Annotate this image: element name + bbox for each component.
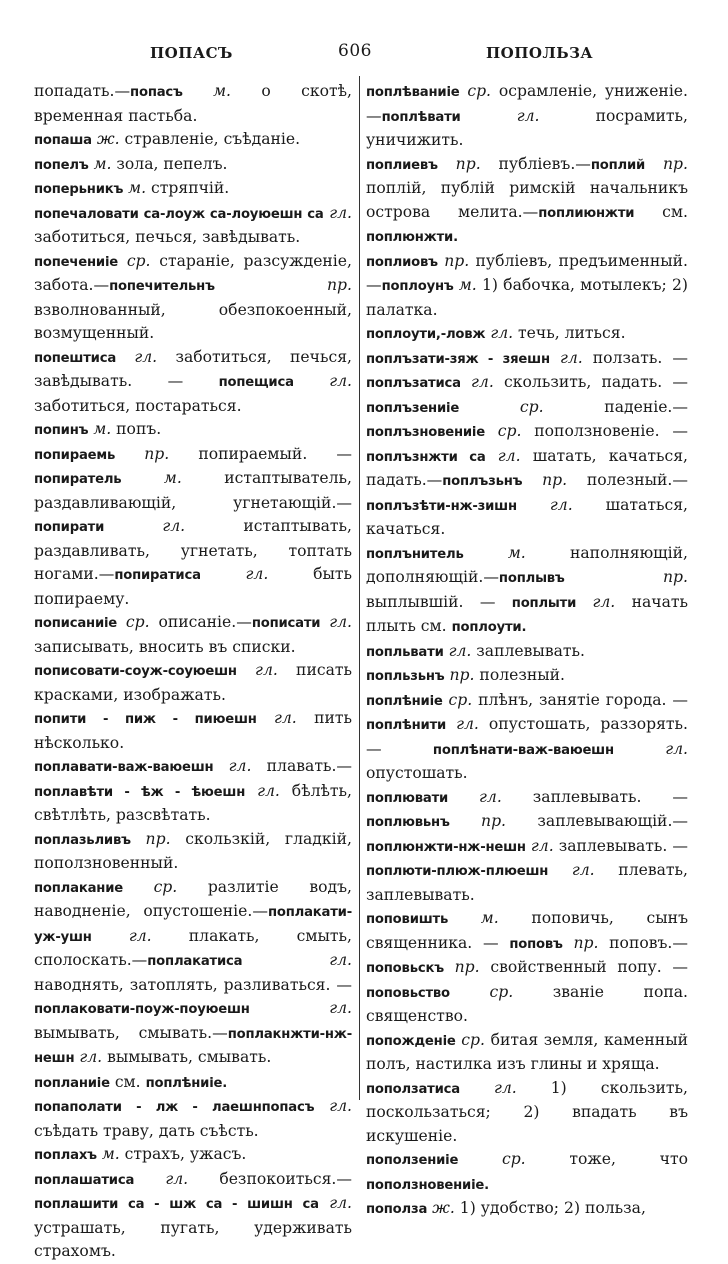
headword: попираемь	[34, 447, 116, 463]
grammar-label: ср.	[455, 1030, 485, 1049]
dictionary-entry	[366, 1029, 688, 1077]
dictionary-entry	[366, 640, 688, 665]
dictionary-entry	[366, 153, 688, 250]
dictionary-entry	[34, 80, 352, 128]
dictionary-entry	[34, 346, 352, 419]
grammar-label: пр.	[130, 829, 171, 848]
definition-text: опустошать, раззорять. —	[366, 715, 688, 758]
dictionary-entry	[34, 1168, 352, 1264]
definition-text: истаптыватель, раздавливающій, угнетающій.—	[34, 469, 352, 512]
header-left-guide-word: ПОПАСЪ	[150, 44, 233, 62]
grammar-label: гл.	[323, 203, 352, 222]
grammar-label: гл.	[613, 739, 688, 758]
grammar-label: пр.	[214, 276, 352, 294]
grammar-label: гл.	[249, 999, 352, 1017]
definition-text: паденіе.—	[543, 397, 688, 416]
dictionary-entry	[366, 322, 688, 347]
headword: поплънитель	[366, 546, 464, 562]
dictionary-entry	[366, 1077, 688, 1149]
headword: поплъзениіе	[366, 400, 460, 416]
dictionary-entry	[34, 1143, 352, 1168]
headword: поплѣвати	[381, 109, 461, 125]
definition-text: выплывшій. —	[366, 592, 512, 611]
grammar-label: пр.	[449, 812, 507, 830]
definition-text: свойственный попу. —	[479, 958, 688, 976]
headword: попечениіе	[34, 254, 119, 270]
definition-text: ползать. —	[582, 348, 688, 367]
grammar-label: гл.	[516, 495, 573, 514]
definition-text: начать плыть см.	[366, 592, 688, 635]
definition-text: бѣлѣть, свѣтлѣть, разсвѣтать.	[34, 781, 352, 824]
page-number: 606	[338, 41, 372, 61]
definition-text: стряпчій.	[146, 179, 230, 197]
grammar-label: гл.	[485, 446, 521, 465]
grammar-label: гл.	[525, 836, 554, 855]
headword: попаполати - лж - лаешнпопасъ	[34, 1100, 315, 1115]
definition-text: плевать, заплевывать.	[366, 861, 688, 904]
grammar-label: пр.	[522, 471, 568, 489]
headword: поплѣниіе	[366, 693, 443, 709]
grammar-label: м.	[453, 276, 477, 294]
definition-text: скользить, падать. —	[493, 373, 688, 391]
definition-text: полезный.	[474, 666, 566, 684]
definition-text: попираемый. —	[169, 444, 352, 463]
headword: поплоути,-ловж	[366, 327, 486, 342]
dictionary-entry	[34, 177, 352, 202]
headword: поповишть	[366, 912, 449, 927]
definition-text: скользкій, гладкій, поползновенный.	[34, 829, 352, 872]
headword: поплюти-плюж-плюешн	[366, 864, 549, 879]
grammar-label: гл.	[236, 661, 278, 679]
running-header	[0, 41, 728, 68]
headword: поплъзнжти са	[366, 449, 486, 465]
definition-text: устрашать, пугать, удерживать страхомъ.	[34, 1218, 352, 1260]
headword: поплашити са - шж са - шишн са	[34, 1197, 319, 1212]
grammar-label: гл.	[242, 951, 352, 969]
dictionary-entry	[34, 443, 352, 612]
grammar-label: пр.	[443, 958, 480, 976]
headword: поплавѣти - ѣж - ѣюешн	[34, 784, 246, 800]
definition-text: безпокоиться.—	[188, 1169, 352, 1188]
definition-text: съѣдать траву, дать съѣсть.	[34, 1121, 259, 1140]
grammar-label: м.	[88, 154, 112, 173]
header-right-guide-word: ПОПОЛЬЗА	[486, 44, 594, 62]
definition-text: осрамленіе, униженіе.	[491, 82, 688, 100]
dictionary-entry	[366, 250, 688, 323]
definition-text: взволнованный, обезпокоенный, возмущенный.	[34, 300, 352, 342]
dictionary-entry	[34, 153, 352, 178]
headword: поплиевъ	[366, 157, 438, 173]
dictionary-entry	[366, 907, 688, 1029]
headword: попелъ	[34, 157, 89, 173]
grammar-label: ср.	[123, 877, 178, 896]
grammar-label: гл.	[245, 781, 280, 800]
headword: попаша	[34, 133, 92, 148]
headword: попинъ	[34, 423, 89, 438]
headword: поплашатиса	[34, 1172, 135, 1188]
headword: поползновениіе.	[366, 1177, 489, 1193]
grammar-label: м.	[121, 469, 182, 487]
headword: поповьскъ	[366, 961, 444, 976]
headword: поплѣваниіе	[366, 85, 460, 100]
headword: поперьникъ	[34, 182, 124, 197]
definition-text: плакать, смыть, сполоскать.—	[34, 926, 352, 969]
definition-text: пить нѣсколько.	[34, 709, 352, 752]
column-divider	[359, 76, 360, 1100]
headword: попечительнъ	[109, 279, 215, 294]
grammar-label: гл.	[485, 324, 514, 342]
definition-text: заплевывать. —	[553, 836, 688, 855]
headword: поплѣнити	[366, 718, 447, 733]
definition-text: заботиться, печься, завѣдывать. —	[34, 347, 352, 390]
headword: поплыти	[511, 595, 577, 611]
definition-text: заплевывающій.—	[506, 812, 688, 830]
grammar-label: гл.	[460, 106, 540, 125]
dictionary-entry	[34, 128, 352, 153]
dictionary-entry	[34, 250, 352, 346]
headword: поползатиса	[366, 1081, 460, 1097]
grammar-label: гл.	[576, 592, 616, 611]
grammar-label: гл.	[446, 715, 479, 733]
definition-text: вымывать, смывать.—	[34, 1023, 228, 1042]
headword: поплавати-важ-ваюешн	[34, 760, 214, 775]
grammar-label: гл.	[256, 709, 297, 727]
grammar-label: гл.	[134, 1169, 189, 1188]
definition-text: плавать.—	[251, 757, 352, 775]
grammar-label: гл.	[314, 1097, 352, 1115]
grammar-label: гл.	[459, 1078, 517, 1097]
grammar-label: м.	[123, 179, 147, 197]
definition-text: поповичь, сынъ священника. —	[366, 909, 688, 952]
grammar-label: гл.	[448, 787, 502, 806]
definition-text: писать красками, изображать.	[34, 661, 352, 704]
grammar-label: ср.	[449, 982, 514, 1001]
definition-text: шатать, качаться, падать.—	[366, 446, 689, 489]
dictionary-entry	[366, 786, 688, 908]
definition-text: заботиться, печься, завѣдывать.	[34, 228, 301, 246]
headword: поплазьливъ	[34, 832, 131, 848]
headword: поплъзати-зяж - зяешн	[366, 351, 550, 367]
definition-text: плѣнъ, занятіе города. —	[472, 690, 688, 709]
definition-text: наводнять, затоплять, разливаться. —	[34, 975, 352, 994]
grammar-label: ср.	[118, 251, 151, 270]
headword: попештиса	[34, 350, 117, 366]
definition-text: попадать.—	[34, 82, 131, 100]
headword: поплывъ	[498, 571, 565, 586]
definition-text: 1) скользить, поскользаться; 2) впадать въ искушеніе.	[366, 1078, 688, 1145]
headword: попланиіе	[34, 1075, 110, 1091]
dictionary-entry	[366, 542, 688, 640]
headword: поповьство	[366, 985, 450, 1001]
dictionary-entry	[366, 689, 688, 786]
definition-text: разлитіе водъ, наводненіе, опустошеніе.—	[34, 877, 352, 920]
headword: поплиовъ	[366, 254, 438, 270]
headword: попиратиса	[114, 568, 201, 583]
definition-text: быть попираему.	[34, 565, 352, 608]
grammar-label: гл.	[549, 348, 583, 367]
headword: поплахъ	[34, 1148, 97, 1163]
grammar-label: м.	[88, 420, 112, 438]
dictionary-entry	[34, 876, 352, 1071]
headword: попльзьнъ	[366, 669, 445, 684]
grammar-label: пр.	[437, 251, 470, 270]
headword: поплѣнати-важ-ваюешн	[432, 742, 614, 758]
dictionary-entry	[366, 664, 688, 689]
definition-text: поплій, публій римскій начальникъ острова мелита.—	[366, 179, 688, 221]
grammar-label: гл.	[74, 1048, 103, 1066]
headword: пописаниіе	[34, 616, 118, 631]
dictionary-entry	[34, 611, 352, 659]
headword: поплѣниіе.	[145, 1075, 228, 1091]
definition-text: стравленіе, съѣданіе.	[119, 130, 301, 148]
grammar-label: пр.	[444, 666, 475, 684]
grammar-label: гл.	[213, 757, 252, 775]
headword: поплюнжти-нж-нешн	[366, 839, 526, 855]
grammar-label: гл.	[200, 565, 269, 583]
grammar-label: гл.	[116, 347, 158, 366]
headword: поплюнжти.	[366, 230, 458, 245]
right-column	[366, 80, 688, 1222]
definition-text: попъ.	[111, 420, 162, 438]
grammar-label: пр.	[564, 568, 688, 586]
dictionary-entry	[34, 418, 352, 443]
headword: попиратель	[34, 472, 122, 487]
definition-text: описаніе.—	[149, 613, 252, 631]
dictionary-entry	[366, 1197, 688, 1222]
headword: поплъзновениіе	[366, 425, 485, 440]
headword: поплоунъ	[381, 279, 454, 294]
dictionary-entry	[34, 707, 352, 755]
grammar-label: гл.	[548, 861, 595, 879]
definition-text: посрамить, уничижить.	[366, 106, 688, 149]
headword: попещиса	[218, 375, 294, 390]
headword: поплъзатиса	[366, 376, 461, 391]
grammar-label: гл.	[320, 613, 352, 631]
headword: поплиюнжти	[538, 205, 635, 221]
definition-text: страхъ, ужасъ.	[119, 1145, 247, 1163]
definition-text: течь, литься.	[513, 324, 626, 342]
headword: пописовати-соуж-соуюешн	[34, 664, 237, 679]
definition-text: см.	[109, 1072, 146, 1091]
headword: поплакатиса	[147, 954, 243, 969]
definition-text: опустошать.	[366, 764, 468, 782]
grammar-label: ж.	[427, 1199, 455, 1217]
headword: попечаловати са-лоуж са-лоуюешн са	[34, 206, 324, 222]
headword: поплювати	[366, 790, 449, 806]
grammar-label: пр.	[645, 154, 688, 173]
grammar-label: гл.	[293, 372, 352, 390]
definition-text: наполняющій, дополняющій.—	[366, 543, 688, 586]
grammar-label: м.	[96, 1145, 120, 1163]
dictionary-entry	[34, 828, 352, 876]
definition-text: публіевъ.—	[480, 154, 591, 173]
dictionary-entry	[34, 659, 352, 707]
headword: поплоути.	[451, 620, 527, 635]
definition-text: зола, пепелъ.	[111, 154, 228, 173]
definition-text: заботиться, постараться.	[34, 396, 242, 415]
grammar-label: ср.	[458, 1150, 526, 1168]
grammar-label: ср.	[117, 613, 150, 631]
dictionary-entry	[34, 1071, 352, 1096]
definition-text: полезный.—	[567, 471, 688, 489]
dictionary-entry	[366, 1148, 688, 1197]
grammar-label: ср.	[459, 397, 544, 416]
grammar-label: гл.	[443, 641, 472, 660]
definition-text: истаптывать, раздавливать, угнетать, топтать ногами.—	[34, 517, 352, 583]
definition-text: поповъ.—	[598, 933, 688, 952]
grammar-label: ср.	[442, 690, 473, 709]
headword: поплювьнъ	[366, 815, 450, 830]
headword: попирати	[34, 520, 105, 535]
grammar-label: м.	[448, 909, 499, 927]
headword: попити - пиж - пиюешн	[34, 712, 257, 727]
grammar-label: ср.	[459, 82, 492, 100]
grammar-label: гл.	[91, 926, 152, 945]
definition-text: заплевывать.	[471, 641, 585, 660]
grammar-label: м.	[182, 82, 232, 100]
headword: поплакнжти-нж-нешн	[34, 1026, 352, 1066]
grammar-label: гл.	[318, 1194, 352, 1212]
headword: попожденіе	[366, 1033, 456, 1049]
grammar-label: ж.	[91, 130, 120, 148]
definition-text: шататься, качаться.	[366, 495, 688, 538]
dictionary-entry	[34, 755, 352, 828]
headword: попльвати	[366, 644, 444, 660]
definition-text: публіевъ, предъименный.—	[366, 251, 688, 294]
definition-text: стараніе, разсужденіе, забота.—	[34, 251, 352, 294]
headword: поповъ	[509, 936, 563, 952]
headword: поплъзѣти-нж-зишн	[366, 498, 517, 514]
definition-text: 1) бабочка, мотылекъ; 2) палатка.	[366, 276, 689, 319]
headword: поплакание	[34, 880, 123, 896]
dictionary-entry	[34, 1095, 352, 1143]
headword: поплий	[590, 157, 646, 173]
definition-text: битая земля, каменный полъ, настилка изъ глины и хряща.	[366, 1030, 688, 1073]
headword: поплаковати-поуж-поуюешн	[34, 1002, 250, 1017]
definition-text: записывать, вносить въ списки.	[34, 637, 296, 656]
definition-text: о скотѣ, временная пастьба.	[34, 82, 352, 125]
grammar-label: ср.	[485, 422, 522, 440]
grammar-label: пр.	[562, 933, 599, 952]
headword: пописати	[251, 616, 321, 631]
grammar-label: гл.	[104, 517, 186, 535]
dictionary-entry	[366, 80, 688, 153]
dictionary-entry	[34, 202, 352, 250]
grammar-label: пр.	[115, 444, 170, 463]
grammar-label: пр.	[437, 154, 481, 173]
dictionary-entry	[366, 347, 688, 542]
headword: попасъ	[130, 85, 183, 100]
headword: пополза	[366, 1202, 428, 1217]
left-column	[34, 80, 352, 1264]
grammar-label: м.	[463, 543, 526, 562]
grammar-label: гл.	[460, 373, 494, 391]
definition-text: тоже, что	[525, 1150, 688, 1168]
headword: поплъзьнъ	[442, 474, 523, 489]
definition-text: см.	[634, 202, 688, 221]
definition-text: вымывать, смывать.	[102, 1048, 272, 1066]
definition-text: —	[366, 106, 382, 125]
definition-text: званіе попа. священство.	[366, 982, 688, 1025]
headword: поплакати-уж-ушн	[34, 905, 352, 945]
headword: поползениіе	[366, 1153, 459, 1168]
definition-text: поползновеніе. —	[521, 422, 688, 440]
definition-text: 1) удобство; 2) польза,	[454, 1199, 646, 1217]
definition-text: заплевывать. —	[501, 787, 688, 806]
